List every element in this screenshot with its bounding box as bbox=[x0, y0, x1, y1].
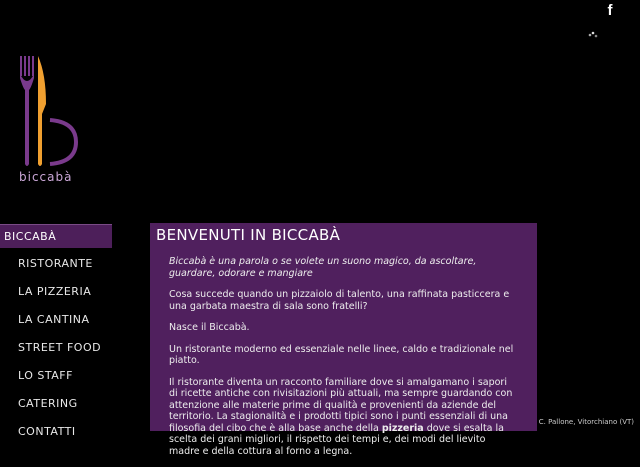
nav-item-lo-staff[interactable]: LO STAFF bbox=[18, 369, 73, 382]
nav-item-biccaba[interactable]: BICCABÀ bbox=[0, 224, 112, 248]
page-title: BENVENUTI IN BICCABÀ bbox=[156, 226, 341, 244]
fork-icon bbox=[20, 56, 34, 166]
footer-address: C. Pallone, Vitorchiano (VT) bbox=[538, 418, 634, 426]
nav-item-contatti[interactable]: CONTATTI bbox=[18, 425, 76, 438]
pizzeria-highlight: pizzeria bbox=[381, 422, 424, 434]
paragraph-4-part-a: Il ristorante diventa un racconto familiare dove si amalgamano i sapori di ricette antiche con rivisitazioni più attuali, ma sempre guardando con attenzione alle materie prime di qualità e provenienti da aziende del territorio. La stagionalità e i prodotti tipici sono i punti essenziali di una filosofia del cibo che è alla base anche della bbox=[169, 376, 513, 434]
nav-item-catering[interactable]: CATERING bbox=[18, 397, 78, 410]
paragraph-4 bbox=[169, 377, 517, 458]
nav-item-ristorante[interactable]: RISTORANTE bbox=[18, 257, 93, 270]
nav-item-la-pizzeria[interactable]: LA PIZZERIA bbox=[18, 285, 92, 298]
paragraph-3: Un ristorante moderno ed essenziale nelle linee, caldo e tradizionale nel piatto. bbox=[169, 343, 514, 366]
logo-b-arc bbox=[50, 120, 76, 164]
main-nav bbox=[0, 224, 112, 446]
content-panel bbox=[150, 223, 537, 457]
paragraph-2: Nasce il Biccabà. bbox=[169, 322, 250, 333]
nav-item-street-food[interactable]: STREET FOOD bbox=[18, 341, 102, 354]
content-body bbox=[169, 256, 517, 467]
loading-icon bbox=[587, 30, 599, 40]
nav-item-la-cantina[interactable]: LA CANTINA bbox=[18, 313, 90, 326]
intro-text: Biccabà è una parola o se volete un suono magico, da ascoltare, guardare, odorare e mangiare bbox=[169, 256, 477, 279]
knife-icon bbox=[38, 56, 46, 166]
paragraph-1: Cosa succede quando un pizzaiolo di talento, una raffinata pasticcera e una garbata maestra di sala sono fratelli? bbox=[169, 289, 510, 312]
logo-text: biccabà bbox=[19, 170, 73, 184]
biccaba-logo[interactable] bbox=[16, 54, 86, 184]
paragraph-4-part-b: dove si esalta la scelta dei grani migliori, il rispetto dei tempi e, dei modi del lievito madre e della cottura al forno a legna. bbox=[169, 422, 504, 457]
facebook-icon[interactable]: f bbox=[607, 2, 613, 19]
